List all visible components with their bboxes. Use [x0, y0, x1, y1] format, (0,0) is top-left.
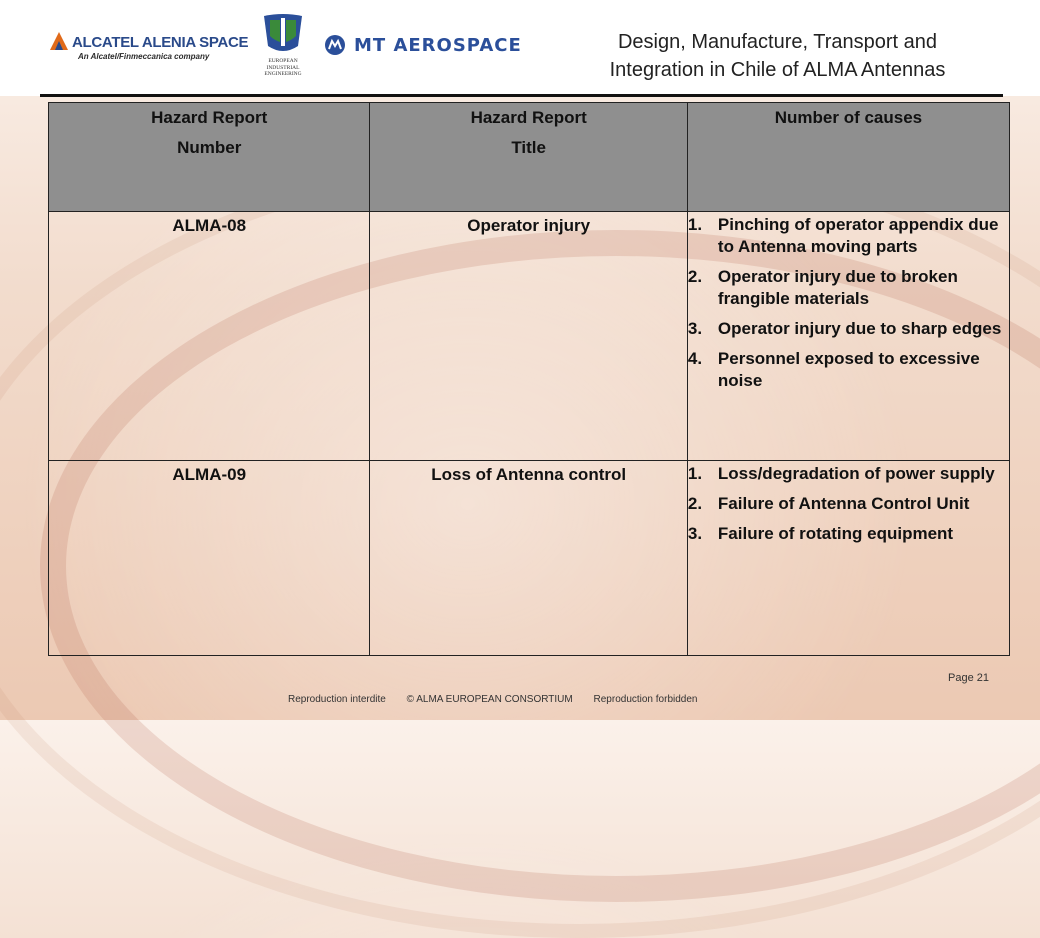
cause-text: Operator injury due to sharp edges: [717, 319, 1002, 338]
mt-aerospace-name: MT AEROSPACE: [354, 35, 522, 56]
header-line: Hazard Report: [151, 108, 268, 127]
eie-text-line: EUROPEAN: [268, 58, 298, 64]
cause-item: [688, 523, 1009, 545]
header-hazard-report-number: [49, 103, 370, 212]
cause-number: 3.: [687, 524, 703, 543]
hazard-causes-cell: [687, 212, 1009, 461]
header-line: Number of causes: [774, 108, 923, 127]
causes-list: [688, 212, 1009, 392]
causes-list: [688, 461, 1009, 545]
cause-text: Operator injury due to broken frangible materials: [717, 267, 958, 308]
alcatel-mark-icon: [48, 30, 70, 52]
footer-copyright: [288, 694, 715, 705]
mt-aerospace-mark-icon: [324, 34, 346, 56]
cause-item: [688, 463, 1009, 485]
cause-text: Loss/degradation of power supply: [717, 464, 995, 483]
mt-aerospace-logo: [322, 32, 532, 60]
hazard-number-cell: ALMA-09: [49, 461, 370, 656]
cause-text: Personnel exposed to excessive noise: [717, 349, 980, 390]
cause-item: [688, 493, 1009, 515]
slide-title-line-2: Integration in Chile of ALMA Antennas: [609, 59, 946, 81]
alcatel-alenia-logo: [48, 28, 248, 68]
eie-logo-text: [256, 58, 310, 78]
eie-text-line: ENGINEERING: [264, 71, 302, 77]
cause-text: Pinching of operator appendix due to Antenna moving parts: [717, 215, 999, 256]
page-number: Page 21: [948, 672, 989, 684]
slide-title-line-1: Design, Manufacture, Transport and: [617, 31, 938, 53]
cause-number: 1.: [687, 215, 703, 234]
eie-text-line: INDUSTRIAL: [266, 64, 300, 71]
hazard-title-cell: Operator injury: [370, 212, 687, 461]
cause-number: 1.: [687, 464, 703, 483]
cause-number: 4.: [687, 349, 703, 368]
header-line: Hazard Report: [470, 108, 587, 127]
table-row: [49, 212, 1010, 461]
footer-center-text: © ALMA EUROPEAN CONSORTIUM: [406, 694, 573, 705]
slide-header: [0, 0, 1040, 96]
header-hazard-report-title: [370, 103, 687, 212]
cause-text: Failure of Antenna Control Unit: [717, 494, 970, 513]
header-line: Title: [511, 138, 546, 157]
alcatel-logo-name: ALCATEL ALENIA SPACE: [72, 34, 249, 51]
hazard-title-cell: Loss of Antenna control: [370, 461, 687, 656]
hazard-number-cell: ALMA-08: [49, 212, 370, 461]
cause-item: [688, 348, 1009, 392]
header-line: Number: [177, 138, 242, 157]
footer-right-text: Reproduction forbidden: [593, 694, 698, 705]
header-number-of-causes: [687, 103, 1009, 212]
cause-number: 2.: [687, 267, 703, 286]
table-row: [49, 461, 1010, 656]
cause-item: [688, 318, 1009, 340]
hazard-report-table: [48, 102, 1010, 656]
european-industrial-engineering-logo: [256, 12, 310, 84]
cause-item: [688, 266, 1009, 310]
slide-title: [555, 28, 1000, 84]
hazard-causes-cell: [687, 461, 1009, 656]
cause-text: Failure of rotating equipment: [717, 524, 954, 543]
header-divider: [40, 94, 1003, 97]
footer-left-text: Reproduction interdite: [288, 694, 386, 705]
cause-item: [688, 214, 1009, 258]
cause-number: 3.: [687, 319, 703, 338]
cause-number: 2.: [687, 494, 703, 513]
table-header-row: [49, 103, 1010, 212]
alcatel-logo-subtitle: An Alcatel/Finmeccanica company: [78, 52, 210, 61]
eie-emblem-icon: [260, 12, 306, 56]
